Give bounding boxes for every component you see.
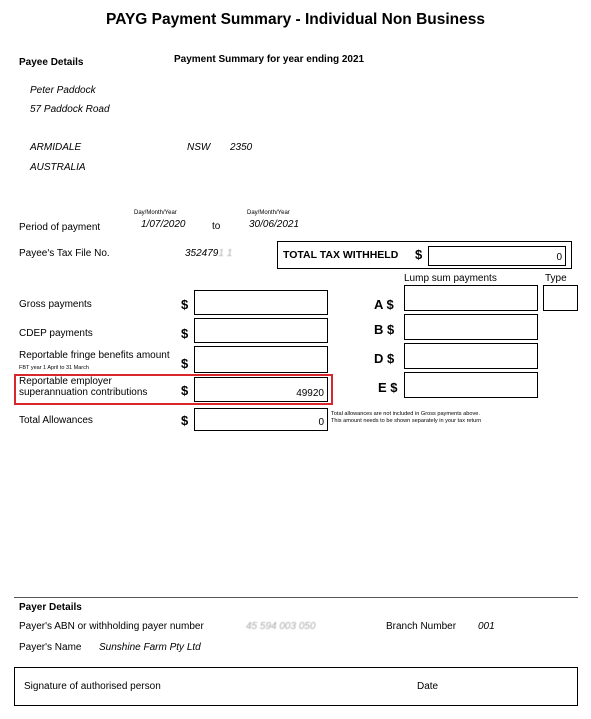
- branch-number-value: 001: [478, 621, 495, 632]
- cdep-payments-label: CDEP payments: [19, 328, 93, 339]
- fringe-benefits-currency: $: [181, 356, 189, 371]
- lump-sum-d-label: D $: [374, 351, 395, 366]
- cdep-payments-input[interactable]: [194, 318, 328, 343]
- lump-sum-b-input[interactable]: [404, 314, 538, 340]
- tfn-label: Payee's Tax File No.: [19, 248, 110, 259]
- lump-sum-type-input[interactable]: [543, 285, 578, 311]
- total-allowances-value: 0: [318, 417, 324, 428]
- document-title: PAYG Payment Summary - Individual Non Business: [106, 11, 485, 28]
- super-contributions-label-line1: Reportable employer: [19, 376, 112, 387]
- cdep-payments-currency: $: [181, 326, 189, 341]
- period-from: 1/07/2020: [141, 219, 186, 230]
- fringe-benefits-sublabel: FBT year 1 April to 31 March: [19, 365, 89, 371]
- period-label: Period of payment: [19, 222, 101, 233]
- lump-sum-type-header: Type: [545, 273, 567, 284]
- tfn-value: 3524791 1: [185, 248, 233, 259]
- branch-number-label: Branch Number: [386, 621, 457, 632]
- payee-state: NSW: [187, 142, 211, 153]
- total-tax-input[interactable]: [428, 246, 566, 266]
- total-allowances-label: Total Allowances: [19, 415, 93, 426]
- allowances-note-line2: This amount needs to be shown separately in your tax return: [331, 418, 482, 424]
- signature-label: Signature of authorised person: [24, 681, 161, 692]
- payer-abn-value: 45 594 003 050: [246, 621, 316, 632]
- period-to: 30/06/2021: [249, 219, 300, 230]
- period-to-format: Day/Month/Year: [247, 210, 290, 216]
- allowances-note-line1: Total allowances are not included in Gross payments above.: [331, 411, 480, 417]
- payee-country: AUSTRALIA: [30, 162, 86, 173]
- payee-address-line1: 57 Paddock Road: [30, 104, 110, 115]
- fringe-benefits-input[interactable]: [194, 346, 328, 373]
- period-from-format: Day/Month/Year: [134, 210, 177, 216]
- total-allowances-input[interactable]: [194, 408, 328, 431]
- total-tax-label: TOTAL TAX WITHHELD: [283, 249, 399, 261]
- gross-payments-label: Gross payments: [19, 299, 92, 310]
- signature-panel: [14, 667, 578, 706]
- lump-sum-a-input[interactable]: [404, 285, 538, 311]
- super-contributions-currency: $: [181, 383, 189, 398]
- gross-payments-input[interactable]: [194, 290, 328, 315]
- payer-divider: [14, 597, 578, 598]
- period-to-word: to: [212, 221, 221, 232]
- lump-sum-e-input[interactable]: [404, 372, 538, 398]
- lump-sum-header: Lump sum payments: [404, 273, 497, 284]
- payee-name: Peter Paddock: [30, 85, 96, 96]
- payee-postcode: 2350: [230, 142, 253, 153]
- super-contributions-label-line2: superannuation contributions: [19, 387, 148, 398]
- total-tax-currency: $: [415, 247, 423, 262]
- total-tax-value: 0: [556, 252, 562, 263]
- super-contributions-input[interactable]: [194, 377, 328, 402]
- super-contributions-value: 49920: [296, 388, 324, 399]
- lump-sum-e-label: E $: [378, 380, 398, 395]
- lump-sum-b-label: B $: [374, 322, 395, 337]
- gross-payments-currency: $: [181, 297, 189, 312]
- lump-sum-d-input[interactable]: [404, 343, 538, 369]
- total-allowances-currency: $: [181, 413, 189, 428]
- date-label: Date: [417, 681, 439, 692]
- payer-details-heading: Payer Details: [19, 602, 82, 613]
- lump-sum-a-label: A $: [374, 297, 394, 312]
- payer-name-value: Sunshine Farm Pty Ltd: [99, 642, 201, 653]
- fringe-benefits-label: Reportable fringe benefits amount: [19, 350, 170, 361]
- payee-city: ARMIDALE: [30, 142, 82, 153]
- payer-name-label: Payer's Name: [19, 642, 82, 653]
- payment-summary-heading: Payment Summary for year ending 2021: [174, 54, 365, 65]
- payee-details-heading: Payee Details: [19, 57, 84, 68]
- payer-abn-label: Payer's ABN or withholding payer number: [19, 621, 204, 632]
- total-tax-withheld-panel: [277, 241, 572, 269]
